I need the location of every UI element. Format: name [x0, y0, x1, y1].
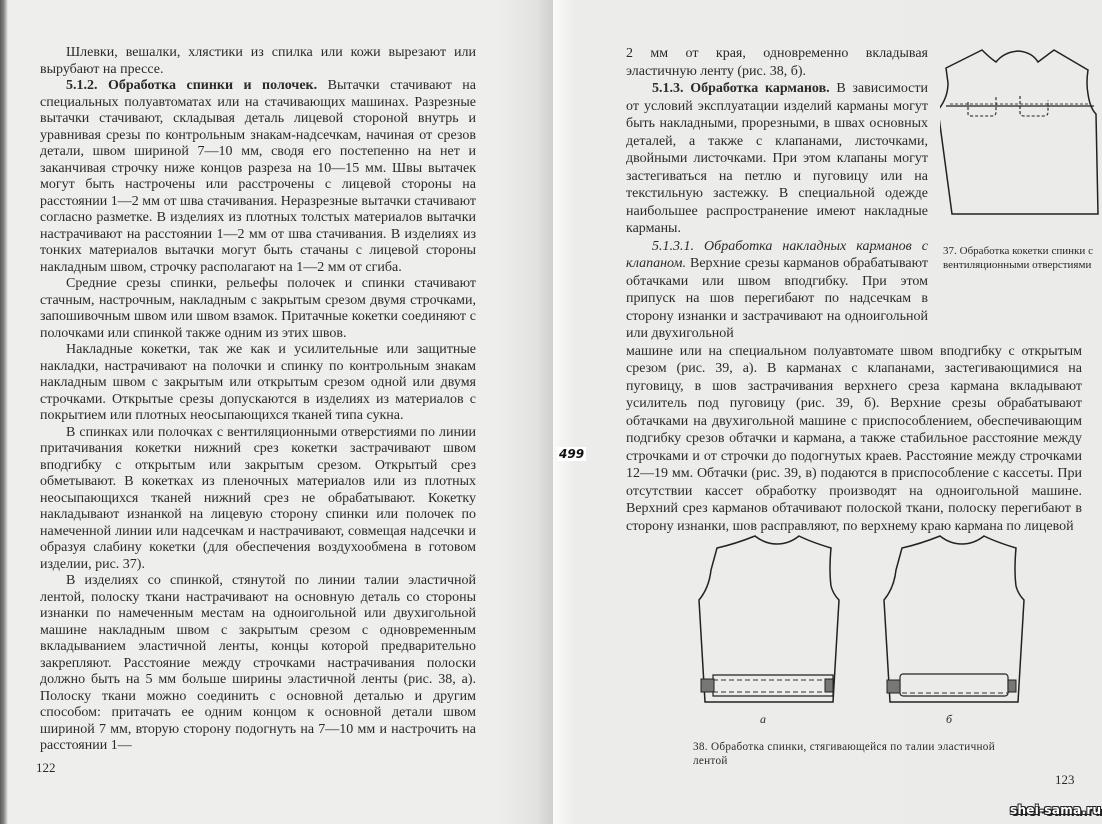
elastic-end-a-right: [825, 679, 833, 692]
figure-38-caption: 38. Обработка спинки, стягивающейся по талии эластичной лентой: [693, 741, 995, 767]
paragraph: [626, 80, 928, 238]
elastic-end-a-left: [701, 679, 714, 692]
back-outline-a: [699, 536, 839, 702]
left-page-text: [40, 45, 476, 755]
elastic-end-b-left: [887, 680, 900, 693]
gutter-stamp: 499: [559, 447, 585, 461]
paragraph: машине или на специальном полуавтомате швом вподгибку с открытым срезом (рис. 39, а). В карманах с клапанами, застегивающимися на пуговицу, в шов застрачивания верхнего среза кармана вкладывают усилитель под пуговицу (рис. 39, б). Верхние срезы обрабатывают обтачками на двухигольной машине с приспособлением, обеспечивающим подгибку срезов обтачки и кармана, а также стабильное расстояние между строчками и от строчки до подогнутых краев. Расстояние между строчками 12—19 мм. Обтачки (рис. 39, в) подаются в приспособление с кассеты. При отсутствии кассет обработку производят на одноигольной машине. Верхний срез карманов обтачивают полоской ткани, полоску перегибают в сторону изнанки, шов расправляют, по верхнему краю кармана по лицевой: [626, 343, 1082, 534]
right-page-text-top: [626, 45, 928, 343]
paragraph-body: В зависимости от условий эксплуатации изделий карманы могут быть накладными, прорезными, в швах основных деталей, а также с клапанами, листочками, двойными листочками. При этом клапаны могут застегиваться на петлю и пуговицу или на текстильную застежку. В специальной одежде наибольшее распространение имеют накладные карманы.: [626, 81, 928, 236]
paragraph: В спинках или полочках с вентиляционными отверстиями по линии притачивания кокетки нижний срез кокетки застрачивают швом вподгибку с открытым или закрытым срезом. Открытый срез обметывают. В кокетках из пленочных материалов или из плотных неосыпающихся тканей нижний срез не обрабатывают. Кокетку накладывают изнанкой на лицевую сторону спинки или полочек по намеченной линии или надсечкам и настрачивают, совмещая надсечки и образуя слабину кокетки (для обеспечения воздухообмена в готовом изделии, рис. 37).: [40, 424, 476, 572]
section-heading: 5.1.2. Обработка спинки и полочек.: [66, 78, 318, 93]
figure-38b: [884, 536, 1024, 702]
page-number-left: 122: [36, 760, 56, 775]
right-page-text-bottom: [626, 343, 1082, 536]
paragraph: В изделиях со спинкой, стянутой по линии талии эластичной лентой, полоску ткани настрачивают на основную деталь со стороны изнанки по намеченным местам на одноигольной или двухигольной машине накладным швом с закрытым срезом с одновременным вкладыванием эластичной ленты, концы которой предварительно закрепляют. Расстояние между строчками настрачивания полоски должно быть на 5 мм больше ширины эластичной ленты (рис. 38, а). Полоску ткани можно соединить с основной деталью и другим способом: притачать ее одним концом к основной детали швом шириной 7 мм, вторую сторону подогнуть на 7—10 мм и настрочить на расстоянии 1—: [40, 573, 476, 753]
paragraph-body: Вытачки стачивают на специальных полуавтоматах или на стачивающих машинах. Разрезные вытачки стачивают, складывая деталь лицевой стороной внутрь и уравнивая срезы по контрольным знакам-надсечкам, начиная от срезов детали, швом шириной 7—10 мм, сводя его постепенно на нет и заканчивая строчку ниже концов разреза на 10—15 мм. Швы вытачек могут быть настрочены или расстрочены с лицевой стороны на расстоянии 1—2 мм от шва стачивания. Неразрезные вытачки стачивают согласно разметке. В изделиях из плотных толстых материалов вытачки настрачивают на расстоянии 1—2 мм от шва стачивания. В изделиях из тонких материалов вытачки могут быть стачаны с лицевой стороны накладным швом, строчку располагают на 1—2 мм от сгиба.: [40, 78, 477, 275]
subsection-heading: 5.1.3.1. Обработка накладных карманов с клапаном.: [626, 238, 928, 271]
figure-38a: [699, 536, 839, 702]
elastic-end-b-right: [1008, 680, 1016, 692]
paragraph: 2 мм от края, одновременно вкладывая эластичную ленту (рис. 38, б).: [626, 46, 928, 79]
figure-37-yoke-drawing: [940, 48, 1100, 238]
paragraph: Средние срезы спинки, рельефы полочек и спинки стачивают стачным, настрочным, накладным с закрытым срезом двумя строчками, запошивочным швом или швом взамок. Притачные кокетки соединяют с полочками или спинкой также одним из этих швов.: [40, 276, 476, 341]
figure-38a-label: а: [760, 712, 766, 726]
figure-38b-label: б: [946, 712, 953, 726]
section-heading: 5.1.3. Обработка карманов.: [652, 81, 830, 96]
paragraph: Накладные кокетки, так же как и усилительные или защитные накладки, настрачивают на полочки и спинку по контрольным знакам накладным швом с закрытым или открытым срезом одной или двумя строчками. Открытые срезы допускаются в изделиях из материалов с покрытием или плотных неосыпающихся тканей типа сукна.: [40, 342, 476, 423]
figure-38-drawing: [695, 530, 1025, 708]
page-number-right: 123: [1055, 772, 1075, 787]
figure-37-caption: 37. Обработка кокетки спинки с вентиляционными отверстиями: [943, 245, 1093, 271]
fabric-strip-a: [713, 675, 833, 696]
paragraph: Шлевки, вешалки, хлястики из спилка или кожи вырезают или вырубают на прессе.: [40, 45, 476, 77]
paragraph: [40, 78, 476, 276]
back-outline-b: [884, 536, 1024, 702]
paragraph-body: Верхние срезы карманов обрабатывают обтачками или швом вподгибку. При этом припуск на шов перегибают по надсечкам в сторону изнанки и застрачивают на одноигольной или двухигольной: [626, 256, 928, 341]
site-watermark: shei-sama.ru: [1010, 803, 1102, 817]
back-outline: [940, 50, 1098, 214]
paragraph: [626, 238, 928, 343]
